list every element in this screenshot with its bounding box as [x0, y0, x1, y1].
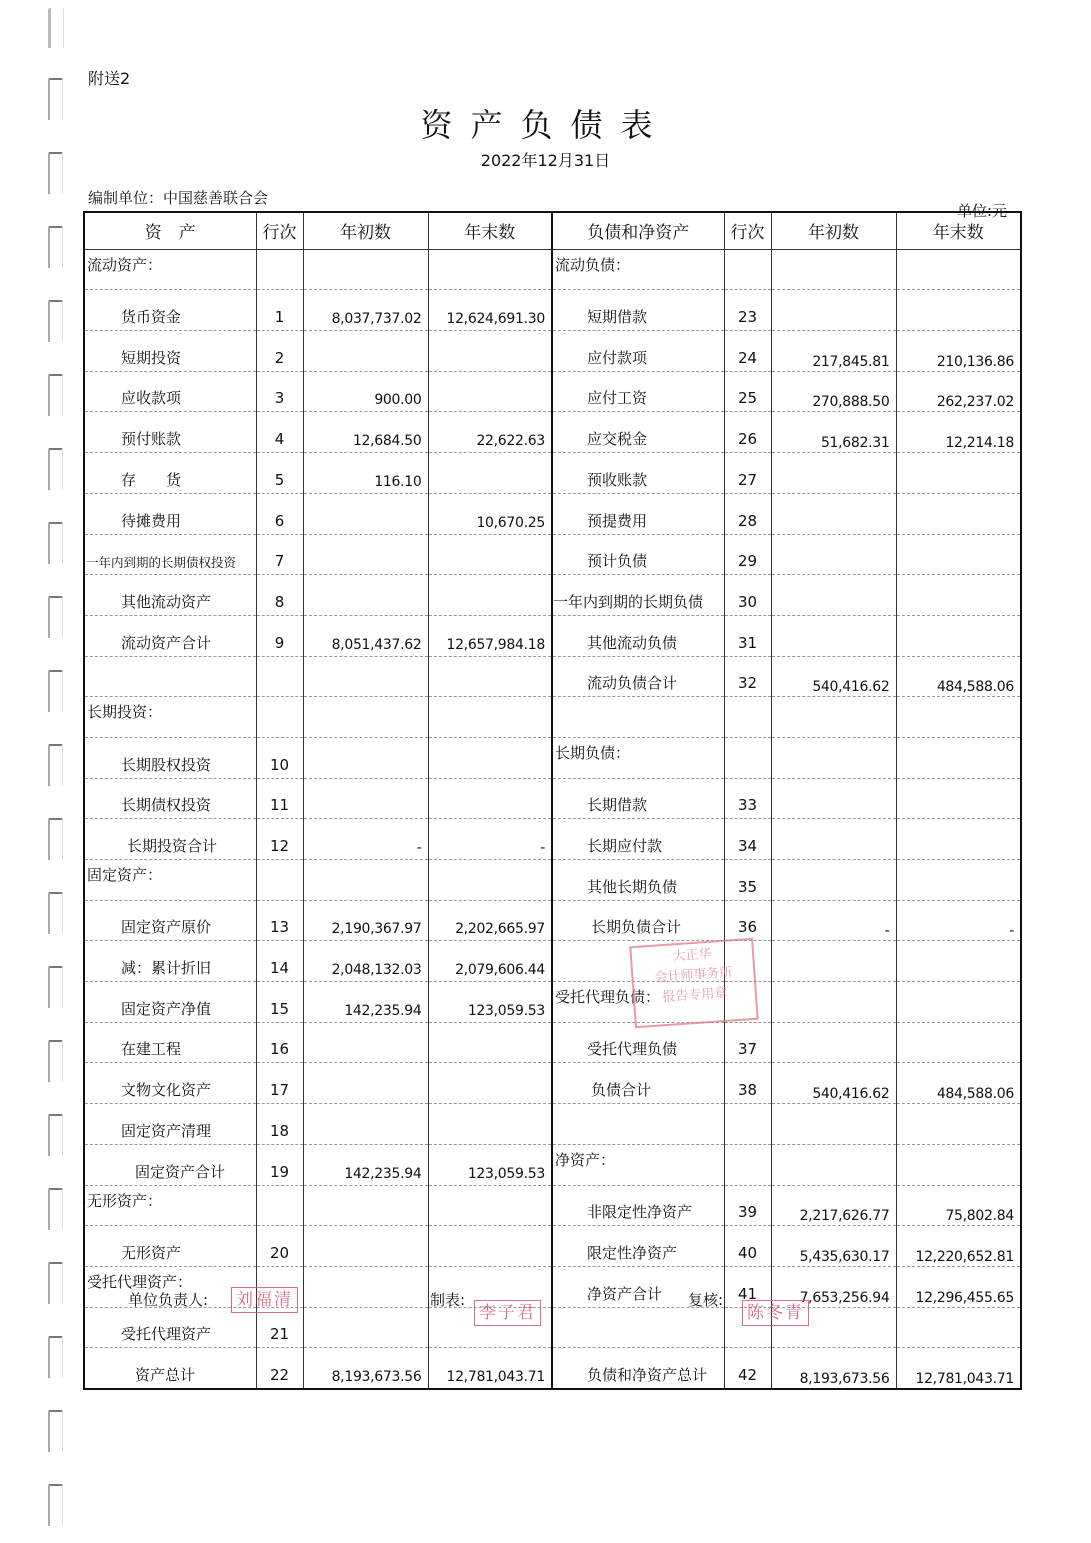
currency-unit: 单位:元: [956, 202, 1007, 220]
asset-line: 2: [256, 331, 303, 372]
liab-line: [724, 1144, 771, 1185]
asset-begin: 116.10: [303, 453, 428, 494]
asset-line: [256, 1185, 303, 1226]
liab-begin: [771, 290, 896, 331]
asset-name: 固定资产净值: [84, 982, 256, 1023]
asset-begin: 8,193,673.56: [303, 1348, 428, 1389]
asset-line: 5: [256, 453, 303, 494]
asset-end: [428, 331, 552, 372]
asset-name: 固定资产：: [84, 860, 256, 901]
asset-end: 10,670.25: [428, 493, 552, 534]
asset-end: [428, 737, 552, 778]
liab-end: 12,220,652.81: [896, 1226, 1021, 1267]
prep-seal: 李子君: [474, 1300, 541, 1326]
asset-begin: [303, 737, 428, 778]
table-row: [84, 941, 1021, 982]
asset-begin: [303, 1104, 428, 1145]
liab-name: 受托代理负债：: [552, 982, 724, 1023]
liab-end: 210,136.86: [896, 331, 1021, 372]
table-row: [84, 819, 1021, 860]
asset-line: 20: [256, 1226, 303, 1267]
liab-line: [724, 1104, 771, 1145]
stamp-line3: 报告专用章: [661, 985, 728, 1006]
liab-end: [896, 737, 1021, 778]
liab-name: 流动负债合计: [552, 656, 724, 697]
asset-name: 长期债权投资: [84, 778, 256, 819]
liab-line: 42: [724, 1348, 771, 1389]
asset-name: 短期投资: [84, 331, 256, 372]
liab-line: 36: [724, 900, 771, 941]
asset-end: 2,202,665.97: [428, 900, 552, 941]
liab-line: [724, 737, 771, 778]
liab-end: [896, 534, 1021, 575]
liab-name: 其他流动负债: [552, 615, 724, 656]
asset-begin: 8,037,737.02: [303, 290, 428, 331]
liab-begin: [771, 737, 896, 778]
liab-begin: [771, 575, 896, 616]
asset-end: 123,059.53: [428, 982, 552, 1023]
asset-begin: -: [303, 819, 428, 860]
asset-begin: [303, 1307, 428, 1348]
page-title: 资产负债表: [420, 106, 671, 144]
asset-end: [428, 778, 552, 819]
liab-end: [896, 697, 1021, 738]
liab-begin: [771, 453, 896, 494]
liab-begin: [771, 860, 896, 901]
asset-name: 无形资产: [84, 1226, 256, 1267]
liab-end: [896, 1022, 1021, 1063]
liab-end: [896, 982, 1021, 1023]
asset-end: 22,622.63: [428, 412, 552, 453]
liab-name: 负债和净资产总计: [552, 1348, 724, 1389]
liab-name: 长期应付款: [552, 819, 724, 860]
table-row: [84, 778, 1021, 819]
liab-name: 短期借款: [552, 290, 724, 331]
table-row: [84, 371, 1021, 412]
liab-begin: [771, 1022, 896, 1063]
asset-begin: [303, 778, 428, 819]
annex-label: 附送2: [88, 69, 131, 88]
asset-end: [428, 860, 552, 901]
asset-name: 流动资产：: [84, 249, 256, 290]
asset-end: -: [428, 819, 552, 860]
liab-begin: [771, 493, 896, 534]
asset-end: [428, 1022, 552, 1063]
review-label: 复核:: [688, 1291, 724, 1309]
liab-name: 应交税金: [552, 412, 724, 453]
header-end: 年末数: [428, 212, 552, 249]
liab-end: 262,237.02: [896, 371, 1021, 412]
liab-line: [724, 249, 771, 290]
asset-begin: [303, 1063, 428, 1104]
asset-line: 19: [256, 1144, 303, 1185]
table-row: [84, 1104, 1021, 1145]
asset-end: [428, 534, 552, 575]
liab-line: 35: [724, 860, 771, 901]
liab-begin: [771, 819, 896, 860]
liab-begin: 540,416.62: [771, 1063, 896, 1104]
prep-label: 制表:: [430, 1291, 466, 1309]
asset-line: 14: [256, 941, 303, 982]
asset-line: 8: [256, 575, 303, 616]
asset-line: 4: [256, 412, 303, 453]
liab-end: [896, 575, 1021, 616]
asset-name: 受托代理资产：: [84, 1266, 256, 1307]
asset-begin: [303, 860, 428, 901]
table-row: [84, 453, 1021, 494]
asset-name: 资产总计: [84, 1348, 256, 1389]
asset-line: 7: [256, 534, 303, 575]
liab-name: 限定性净资产: [552, 1226, 724, 1267]
asset-end: [428, 697, 552, 738]
table-row: [84, 1226, 1021, 1267]
asset-begin: [303, 697, 428, 738]
table-row: [84, 1348, 1021, 1389]
asset-begin: [303, 331, 428, 372]
liab-line: 28: [724, 493, 771, 534]
asset-begin: [303, 534, 428, 575]
liab-end: [896, 249, 1021, 290]
asset-end: 123,059.53: [428, 1144, 552, 1185]
table-row: [84, 860, 1021, 901]
liab-begin: 217,845.81: [771, 331, 896, 372]
liab-name: 应付款项: [552, 331, 724, 372]
asset-line: [256, 656, 303, 697]
liab-end: [896, 615, 1021, 656]
liab-name: 预提费用: [552, 493, 724, 534]
asset-end: [428, 1226, 552, 1267]
header-line2: 行次: [724, 212, 771, 249]
table-row: [84, 1022, 1021, 1063]
asset-line: 11: [256, 778, 303, 819]
table-row: [84, 290, 1021, 331]
asset-begin: 142,235.94: [303, 982, 428, 1023]
asset-line: 21: [256, 1307, 303, 1348]
asset-name: 无形资产：: [84, 1185, 256, 1226]
liab-end: [896, 290, 1021, 331]
liab-begin: [771, 1104, 896, 1145]
asset-begin: [303, 1185, 428, 1226]
asset-name: 货币资金: [84, 290, 256, 331]
liab-name: 长期负债：: [552, 737, 724, 778]
asset-line: 12: [256, 819, 303, 860]
asset-line: 6: [256, 493, 303, 534]
liab-end: [896, 778, 1021, 819]
liab-name: 受托代理负债: [552, 1022, 724, 1063]
liab-name: 负债合计: [552, 1063, 724, 1104]
asset-begin: [303, 493, 428, 534]
stamp-line1: 大正华: [672, 946, 713, 965]
liab-line: 27: [724, 453, 771, 494]
asset-line: 3: [256, 371, 303, 412]
header-liab: 负债和净资产: [552, 212, 724, 249]
table-row: [84, 697, 1021, 738]
liab-line: 32: [724, 656, 771, 697]
asset-end: [428, 1185, 552, 1226]
liab-line: 40: [724, 1226, 771, 1267]
stamp-line2: 会计师事务所: [654, 965, 733, 986]
asset-name: 长期投资：: [84, 697, 256, 738]
table-row: [84, 982, 1021, 1023]
asset-name: 固定资产合计: [84, 1144, 256, 1185]
liab-line: [724, 697, 771, 738]
asset-line: [256, 249, 303, 290]
header-begin: 年初数: [303, 212, 428, 249]
asset-begin: 2,048,132.03: [303, 941, 428, 982]
asset-name: 其他流动资产: [84, 575, 256, 616]
liab-begin: [771, 249, 896, 290]
table-row: [84, 1144, 1021, 1185]
table-row: [84, 1185, 1021, 1226]
asset-line: 22: [256, 1348, 303, 1389]
liab-line: 26: [724, 412, 771, 453]
liab-line: 37: [724, 1022, 771, 1063]
asset-line: 17: [256, 1063, 303, 1104]
liab-line: 38: [724, 1063, 771, 1104]
asset-line: 13: [256, 900, 303, 941]
asset-name: [84, 656, 256, 697]
liab-name: 其他长期负债: [552, 860, 724, 901]
asset-name: 待摊费用: [84, 493, 256, 534]
asset-name: 预付账款: [84, 412, 256, 453]
liab-end: 12,296,455.65: [896, 1266, 1021, 1307]
asset-name: 应收款项: [84, 371, 256, 412]
asset-name: 固定资产原价: [84, 900, 256, 941]
asset-end: [428, 371, 552, 412]
asset-begin: 900.00: [303, 371, 428, 412]
asset-begin: [303, 656, 428, 697]
liab-line: 25: [724, 371, 771, 412]
table-row: [84, 412, 1021, 453]
liab-name: 一年内到期的长期负债: [552, 575, 724, 616]
liab-end: [896, 819, 1021, 860]
asset-line: 18: [256, 1104, 303, 1145]
asset-line: 15: [256, 982, 303, 1023]
liab-begin: [771, 1144, 896, 1185]
asset-name: 存 货: [84, 453, 256, 494]
liab-line: 29: [724, 534, 771, 575]
liab-begin: [771, 615, 896, 656]
asset-line: [256, 860, 303, 901]
liab-end: [896, 493, 1021, 534]
table-row: [84, 534, 1021, 575]
liab-name: [552, 1104, 724, 1145]
table-row: [84, 1266, 1021, 1307]
balance-sheet-table: [83, 211, 1022, 1390]
asset-end: [428, 656, 552, 697]
liab-end: 484,588.06: [896, 1063, 1021, 1104]
liab-end: [896, 453, 1021, 494]
liab-end: 75,802.84: [896, 1185, 1021, 1226]
asset-name: 一年内到期的长期债权投资: [84, 534, 256, 575]
asset-name: 流动资产合计: [84, 615, 256, 656]
liab-begin: 8,193,673.56: [771, 1348, 896, 1389]
liab-begin: 270,888.50: [771, 371, 896, 412]
binding-holes: [44, 0, 64, 1543]
auditor-stamp: [629, 938, 758, 1028]
table-row: [84, 900, 1021, 941]
asset-begin: [303, 575, 428, 616]
asset-line: 10: [256, 737, 303, 778]
liab-begin: 2,217,626.77: [771, 1185, 896, 1226]
liab-end: -: [896, 900, 1021, 941]
liab-begin: 51,682.31: [771, 412, 896, 453]
head-seal: 刘福清: [231, 1287, 298, 1313]
liab-name: [552, 697, 724, 738]
liab-begin: 540,416.62: [771, 656, 896, 697]
asset-line: [256, 697, 303, 738]
header-begin2: 年初数: [771, 212, 896, 249]
liab-end: 484,588.06: [896, 656, 1021, 697]
asset-begin: 8,051,437.62: [303, 615, 428, 656]
asset-begin: [303, 1226, 428, 1267]
header-line: 行次: [256, 212, 303, 249]
asset-line: 16: [256, 1022, 303, 1063]
liab-end: [896, 1104, 1021, 1145]
asset-name: 文物文化资产: [84, 1063, 256, 1104]
liab-begin: 7,653,256.94: [771, 1266, 896, 1307]
header-asset: 资 产: [84, 212, 256, 249]
asset-name: 长期股权投资: [84, 737, 256, 778]
liab-line: 30: [724, 575, 771, 616]
asset-end: [428, 1104, 552, 1145]
table-row: [84, 249, 1021, 290]
liab-line: 31: [724, 615, 771, 656]
liab-name: 净资产合计: [552, 1266, 724, 1307]
table-header-row: [84, 212, 1021, 249]
table-row: [84, 1307, 1021, 1348]
asset-end: [428, 1063, 552, 1104]
liab-line: 34: [724, 819, 771, 860]
liab-line: 39: [724, 1185, 771, 1226]
table-row: [84, 615, 1021, 656]
liab-end: 12,781,043.71: [896, 1348, 1021, 1389]
liab-name: 预计负债: [552, 534, 724, 575]
asset-begin: [303, 249, 428, 290]
asset-begin: 2,190,367.97: [303, 900, 428, 941]
asset-end: [428, 453, 552, 494]
asset-begin: 12,684.50: [303, 412, 428, 453]
asset-end: 12,781,043.71: [428, 1348, 552, 1389]
asset-end: [428, 249, 552, 290]
asset-begin: 142,235.94: [303, 1144, 428, 1185]
asset-end: 2,079,606.44: [428, 941, 552, 982]
asset-end: 12,657,984.18: [428, 615, 552, 656]
liab-end: [896, 860, 1021, 901]
review-seal: 陈冬青: [742, 1300, 809, 1326]
liab-begin: [771, 778, 896, 819]
table-row: [84, 493, 1021, 534]
asset-begin: [303, 1022, 428, 1063]
asset-line: 9: [256, 615, 303, 656]
liab-begin: [771, 534, 896, 575]
asset-end: [428, 575, 552, 616]
liab-end: [896, 1307, 1021, 1348]
asset-line: 1: [256, 290, 303, 331]
liab-begin: [771, 697, 896, 738]
liab-name: 净资产：: [552, 1144, 724, 1185]
table-row: [84, 575, 1021, 616]
table-row: [84, 656, 1021, 697]
liab-name: 长期负债合计: [552, 900, 724, 941]
asset-name: 长期投资合计: [84, 819, 256, 860]
liab-line: 23: [724, 290, 771, 331]
liab-begin: 5,435,630.17: [771, 1226, 896, 1267]
asset-name: 减：累计折旧: [84, 941, 256, 982]
liab-end: 12,214.18: [896, 412, 1021, 453]
asset-name: 固定资产清理: [84, 1104, 256, 1145]
liab-name: 预收账款: [552, 453, 724, 494]
asset-begin: [303, 1266, 428, 1307]
header-end2: 年末数: [896, 212, 1021, 249]
table-row: [84, 1063, 1021, 1104]
liab-line: 41: [724, 1266, 771, 1307]
liab-name: 非限定性净资产: [552, 1185, 724, 1226]
head-label: 单位负责人:: [128, 1291, 209, 1309]
liab-line: 24: [724, 331, 771, 372]
asset-end: 12,624,691.30: [428, 290, 552, 331]
liab-end: [896, 941, 1021, 982]
liab-begin: -: [771, 900, 896, 941]
reporting-org: 编制单位：中国慈善联合会: [88, 189, 269, 207]
liab-name: 应付工资: [552, 371, 724, 412]
asset-name: 受托代理资产: [84, 1307, 256, 1348]
liab-end: [896, 1144, 1021, 1185]
liab-line: 33: [724, 778, 771, 819]
liab-name: [552, 1307, 724, 1348]
liab-name: 长期借款: [552, 778, 724, 819]
liab-begin: [771, 982, 896, 1023]
asset-name: 在建工程: [84, 1022, 256, 1063]
table-row: [84, 737, 1021, 778]
liab-name: 流动负债：: [552, 249, 724, 290]
report-date: 2022年12月31日: [480, 151, 611, 170]
table-row: [84, 331, 1021, 372]
liab-begin: [771, 941, 896, 982]
